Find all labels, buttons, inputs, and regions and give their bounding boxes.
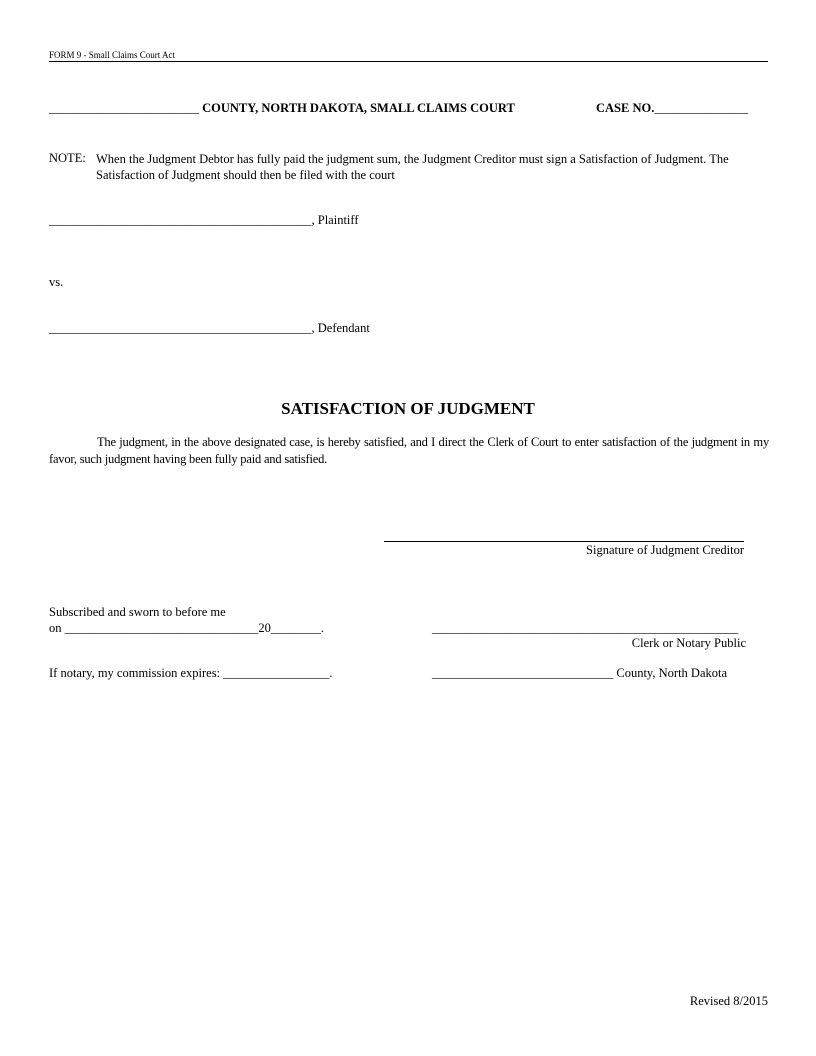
sworn-date-line[interactable]: on _______________________________20________. <box>49 621 324 635</box>
signature-line[interactable] <box>384 541 744 542</box>
document-title: SATISFACTION OF JUDGMENT <box>281 399 535 418</box>
plaintiff-line[interactable]: __________________________________________, Plaintiff <box>49 213 359 227</box>
subscribed-text: Subscribed and sworn to before me <box>49 605 226 619</box>
commission-expires-line[interactable]: If notary, my commission expires: _________________. <box>49 666 333 680</box>
case-label: CASE NO. <box>596 101 655 115</box>
defendant-line[interactable]: __________________________________________, Defendant <box>49 321 370 335</box>
notary-county-line[interactable]: _____________________________ County, North Dakota <box>432 666 728 680</box>
form-label: FORM 9 - Small Claims Court Act <box>49 50 176 60</box>
versus-label: vs. <box>49 275 64 289</box>
county-blank[interactable]: ________________________ <box>49 101 199 115</box>
clerk-signature-line[interactable]: _________________________________________________ <box>432 621 739 635</box>
note-label: NOTE: <box>49 151 86 165</box>
note-text: When the Judgment Debtor has fully paid the judgment sum, the Judgment Creditor must sign a Satisfaction of Judgment. The Satisfaction of Judgment should then be filed with the court <box>96 152 729 182</box>
header-rule <box>49 61 768 62</box>
satisfaction-statement: The judgment, in the above designated case, is hereby satisfied, and I direct the Clerk of Court to enter satisfaction of the judgment in my favor, such judgment having been fully paid and satisfied. <box>49 435 769 466</box>
case-number-blank[interactable]: _______________ <box>654 101 749 115</box>
court-title: COUNTY, NORTH DAKOTA, SMALL CLAIMS COURT <box>199 101 515 115</box>
signature-caption: Signature of Judgment Creditor <box>586 543 744 557</box>
case-number <box>596 101 748 116</box>
clerk-caption: Clerk or Notary Public <box>631 636 746 650</box>
revision-date: Revised 8/2015 <box>689 994 768 1008</box>
court-heading <box>49 101 515 116</box>
